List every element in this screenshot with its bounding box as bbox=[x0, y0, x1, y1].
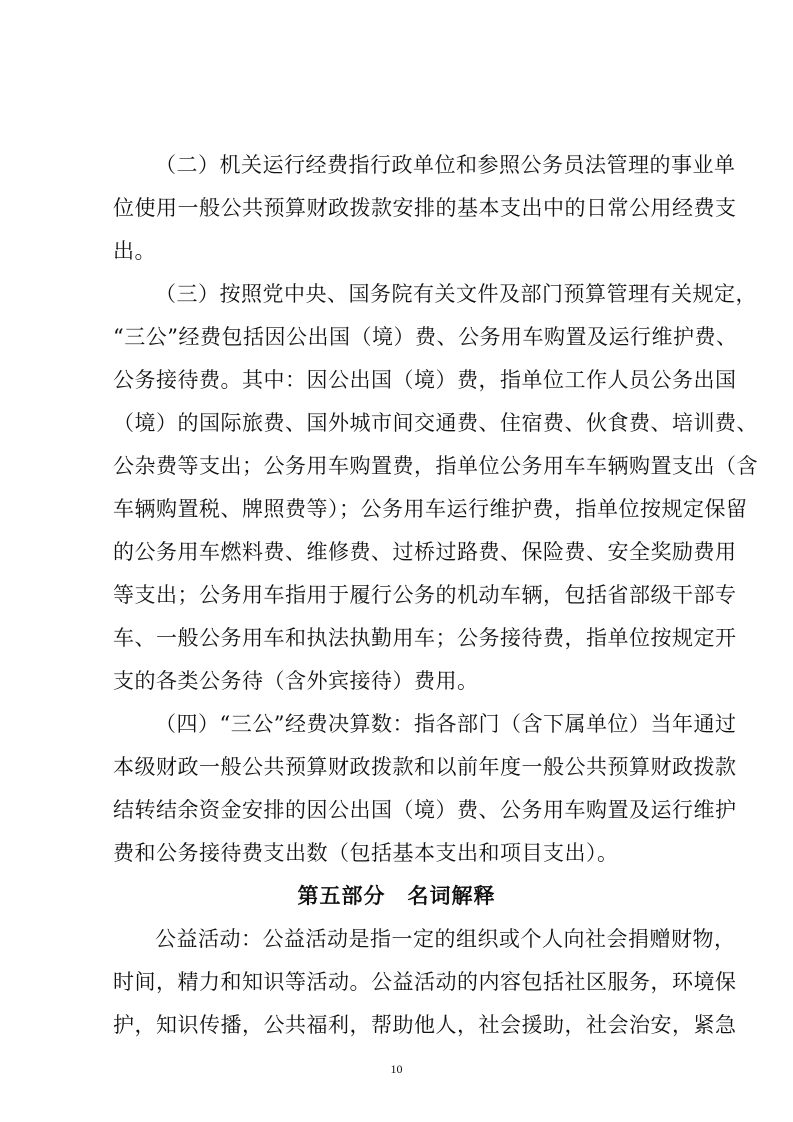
paragraph-line: （三）按照党中央、国务院有关文件及部门预算管理有关规定， bbox=[155, 282, 757, 306]
paragraph-line: 车、一般公务用车和执法执勤用车；公务接待费，指单位按规定开 bbox=[113, 626, 737, 650]
paragraph-line: 费和公务接待费支出数（包括基本支出和项目支出）。 bbox=[113, 841, 619, 865]
paragraph-line: 车辆购置税、牌照费等）；公务用车运行维护费，指单位按规定保留 bbox=[113, 497, 748, 521]
paragraph-line: （境）的国际旅费、国外城市间交通费、住宿费、伙食费、培训费、 bbox=[113, 411, 758, 435]
section-heading: 第五部分 名词解释 bbox=[297, 884, 496, 908]
paragraph-line: 本级财政一般公共预算财政拨款和以前年度一般公共预算财政拨款 bbox=[113, 755, 737, 779]
paragraph-line: 等支出；公务用车指用于履行公务的机动车辆，包括省部级干部专 bbox=[113, 583, 737, 607]
paragraph-line: “三公”经费包括因公出国（境）费、公务用车购置及运行维护费、 bbox=[113, 325, 738, 349]
paragraph-line: 位使用一般公共预算财政拨款安排的基本支出中的日常公用经费支 bbox=[113, 196, 737, 220]
page-number: 10 bbox=[390, 1062, 403, 1076]
paragraph-line: 支的各类公务待（含外宾接待）费用。 bbox=[113, 669, 479, 693]
paragraph-line: 公务接待费。其中：因公出国（境）费，指单位工作人员公务出国 bbox=[113, 368, 737, 392]
paragraph-line: 结转结余资金安排的因公出国（境）费、公务用车购置及运行维护 bbox=[113, 798, 737, 822]
paragraph-line: （四）“三公”经费决算数：指各部门（含下属单位）当年通过 bbox=[155, 712, 737, 736]
paragraph-line: 护，知识传播，公共福利，帮助他人，社会援助，社会治安，紧急 bbox=[113, 1013, 737, 1037]
paragraph-line: 出。 bbox=[113, 239, 156, 263]
paragraph-line: 的公务用车燃料费、维修费、过桥过路费、保险费、安全奖励费用 bbox=[113, 540, 737, 564]
paragraph-line: 公杂费等支出；公务用车购置费，指单位公务用车车辆购置支出（含 bbox=[113, 454, 758, 478]
paragraph-line: 公益活动：公益活动是指一定的组织或个人向社会捐赠财物， bbox=[155, 927, 736, 951]
paragraph-line: （二）机关运行经费指行政单位和参照公务员法管理的事业单 bbox=[155, 153, 736, 177]
paragraph-line: 时间，精力和知识等活动。公益活动的内容包括社区服务，环境保 bbox=[113, 970, 737, 994]
